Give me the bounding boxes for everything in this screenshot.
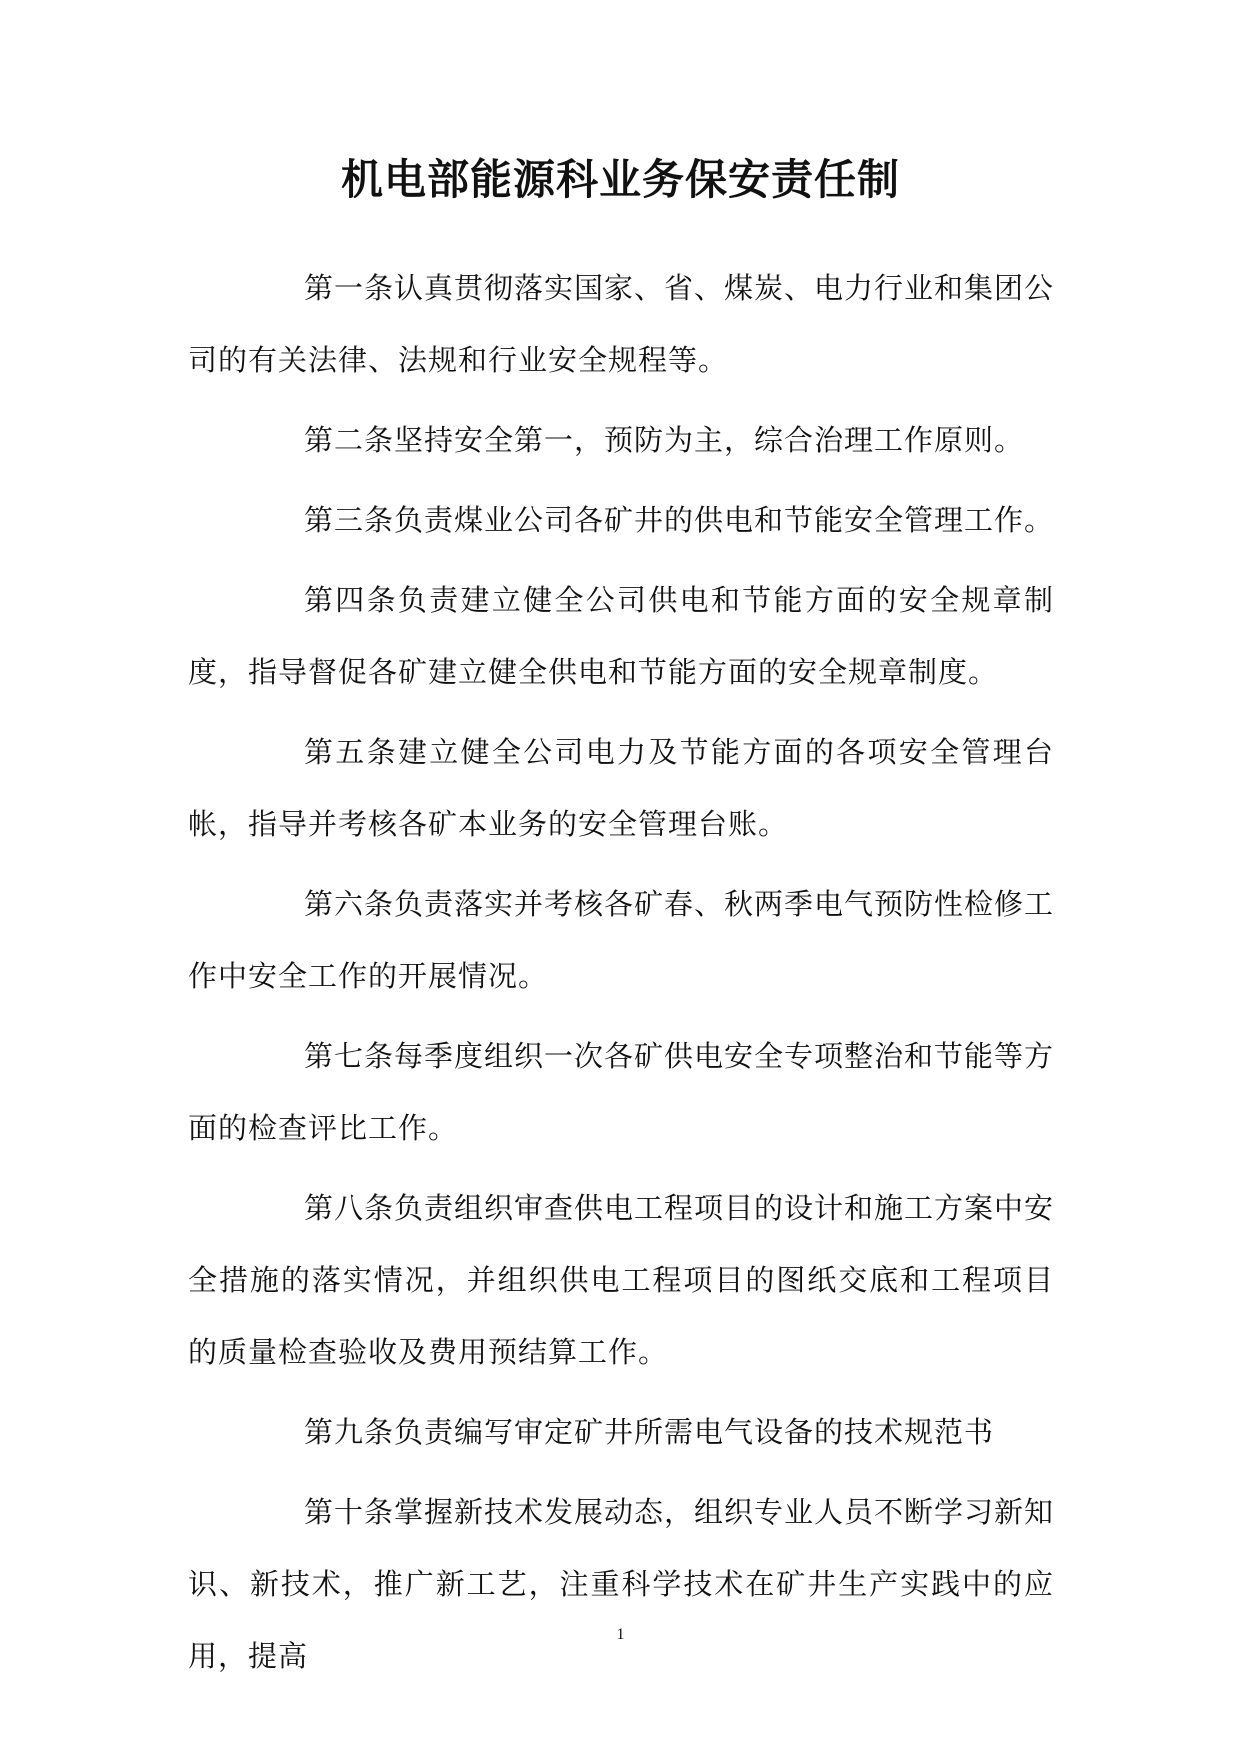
article-7: 第七条每季度组织一次各矿供电安全专项整治和节能等方面的检查评比工作。 bbox=[188, 1039, 1055, 1145]
article-8: 第八条负责组织审查供电工程项目的设计和施工方案中安全措施的落实情况，并组织供电工程项目的图纸交底和工程项目的质量检查验收及费用预结算工作。 bbox=[188, 1191, 1055, 1369]
article-4: 第四条负责建立健全公司供电和节能方面的安全规章制度，指导督促各矿建立健全供电和节能方面的安全规章制度。 bbox=[188, 583, 1054, 689]
article-10: 第十条掌握新技术发展动态，组织专业人员不断学习新知识、新技术，推广新工艺，注重科学技术在矿井生产实践中的应用，提高 bbox=[188, 1495, 1055, 1673]
document-title: 机电部能源科业务保安责任制 bbox=[340, 155, 900, 204]
document-body bbox=[188, 252, 1054, 1700]
article-2: 第二条坚持安全第一，预防为主，综合治理工作原则。 bbox=[304, 423, 1025, 457]
page-number: 1 bbox=[616, 1626, 625, 1643]
article-9: 第九条负责编写审定矿井所需电气设备的技术规范书 bbox=[304, 1415, 995, 1449]
article-6: 第六条负责落实并考核各矿春、秋两季电气预防性检修工作中安全工作的开展情况。 bbox=[188, 887, 1055, 993]
article-3: 第三条负责煤业公司各矿井的供电和节能安全管理工作。 bbox=[304, 503, 1055, 537]
article-5: 第五条建立健全公司电力及节能方面的各项安全管理台帐，指导并考核各矿本业务的安全管理台账。 bbox=[188, 735, 1054, 841]
article-1: 第一条认真贯彻落实国家、省、煤炭、电力行业和集团公司的有关法律、法规和行业安全规程等。 bbox=[188, 271, 1055, 377]
